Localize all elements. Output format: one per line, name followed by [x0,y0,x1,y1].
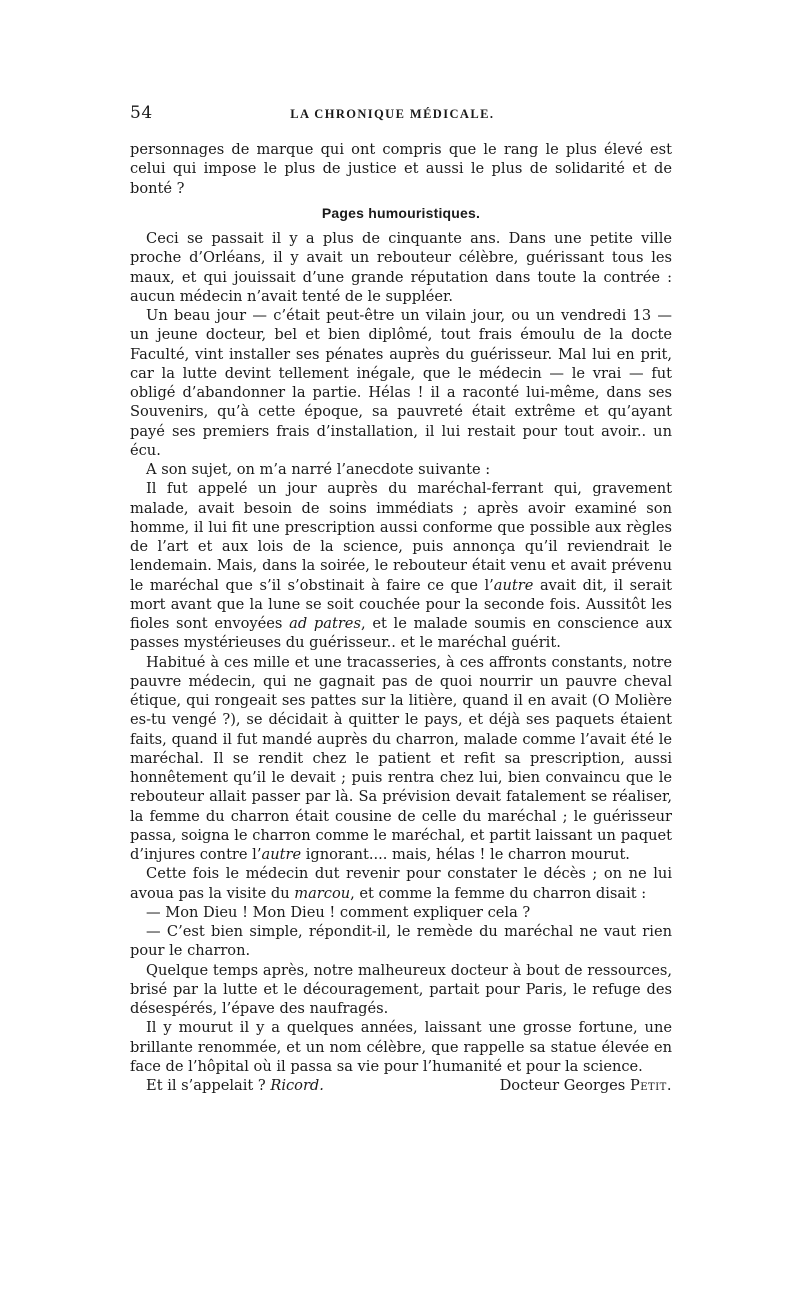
paragraph-9: Quelque temps après, notre malheureux docteur à bout de ressources, brisé par la lutte et le découragement, partait pour Paris, le refuge des désespérés, l’épave des naufragés. [130,961,672,1017]
closing-answer: Ricord. [270,1077,324,1094]
paragraph-4-text-c: , et le malade soumis en conscience aux passes mystérieuses du guérisseur.. et le maréchal guérit. [130,615,672,652]
paragraph-4-italic-autre: autre [493,576,534,594]
section-title: Pages humouristiques. [321,204,481,221]
paragraph-6 [130,864,672,903]
paragraph-6-italic-marcou: marcou [294,884,351,902]
signature-name: Petit. [629,1077,672,1094]
author-signature [500,1076,672,1095]
paragraph-6-text-a: Cette fois le médecin dut revenir pour constater le décès ; on ne lui avoua pas la visite du [130,865,672,902]
page-number: 54 [130,103,153,123]
paragraph-5-text-b: ignorant.... mais, hélas ! le charron mourut. [301,846,630,863]
signature-prefix: Docteur Georges [499,1077,630,1094]
paragraph-5 [130,653,672,865]
paragraph-5-text-a: Habitué à ces mille et une tracasseries, à ces affronts constants, notre pauvre médecin, qui ne gagnait pas de quoi nourrir un pauvre cheval étique, qui rongeait ses pattes sur la litière, quand il en avait (O Molière es-tu vengé ?), se décidait à quitter le pays, et déjà ses paquets étaient faits, quand il fut mandé auprès du charron, malade comme l’avait été le maréchal. Il se rendit chez le patient et refit sa prescription, aussi honnêtement qu’il le devait ; puis rentra chez lui, bien convaincu que le rebouteur allait passer par là. Sa prévision devait fatalement se réaliser, la femme du charron était cousine de celle du maréchal ; le guérisseur passa, soigna le charron comme le maréchal, et partit laissant un paquet d’injures contre l’ [130,653,672,863]
paragraph-3: A son sujet, on m’a narré l’anecdote suivante : [146,461,491,478]
closing-question: Et il s’appelait ? [146,1077,271,1094]
intro-paragraph: personnages de marque qui ont compris que le rang le plus élevé est celui qui impose le plus de justice et aussi le plus de solidarité et de bonté ? [130,141,672,197]
paragraph-4-text-a: Il fut appelé un jour auprès du maréchal-ferrant qui, gravement malade, avait besoin de soins immédiats ; après avoir examiné son homme, il lui fit une prescription aussi conforme que possible aux règles de l’art et aux lois de la science, puis annonça qu’il reviendrait le lendemain. Mais, dans la soirée, le rebouteur était venu et avait prévenu le maréchal que s’il s’obstinait à faire ce que l’ [130,480,672,594]
paragraph-10: Il y mourut il y a quelques années, laissant une grosse fortune, une brillante renommée, et un nom célèbre, que rappelle sa statue élevée en face de l’hôpital où il passa sa vie pour l’humanité et pour la science. [130,1019,672,1075]
closing-question-wrap [146,1076,324,1095]
paragraph-5-italic-autre: autre [261,846,302,863]
page-header [130,104,672,126]
closing-line [130,1076,672,1095]
dialogue-line-2: — C’est bien simple, répondit-il, le remède du maréchal ne vaut rien pour le charron. [130,923,672,960]
paragraph-1: Ceci se passait il y a plus de cinquante ans. Dans une petite ville proche d’Orléans, il y avait un rebouteur célèbre, guérissant tous les maux, et qui jouissait d’une grande réputation dans toute la contrée : aucun médecin n’avait tenté de le suppléer. [130,230,672,305]
paragraph-4 [130,479,672,652]
document-page [130,104,672,1095]
paragraph-4-italic-ad-patres: ad patres [289,615,361,632]
running-title: LA CHRONIQUE MÉDICALE. [290,107,495,121]
paragraph-6-text-b: , et comme la femme du charron disait : [350,884,647,902]
dialogue-line-1: — Mon Dieu ! Mon Dieu ! comment expliquer cela ? [146,903,531,921]
paragraph-4-text-b: avait dit, il serait mort avant que la lune se soit couchée pour la seconde fois. Aussitôt les fioles sont envoyées [130,576,672,632]
paragraph-2: Un beau jour — c’était peut-être un vilain jour, ou un vendredi 13 — un jeune docteur, bel et bien diplômé, tout frais émoulu de la docte Faculté, vint installer ses pénates auprès du guérisseur. Mal lui en prit, car la lutte devint tellement inégale, que le médecin — le vrai — fut obligé d’abandonner la partie. Hélas ! il a raconté lui-même, dans ses Souvenirs, qu’à cette époque, sa pauvreté était extrême et qu’ayant payé ses premiers frais d’installation, il lui restait pour tout avoir.. un écu. [130,307,672,459]
